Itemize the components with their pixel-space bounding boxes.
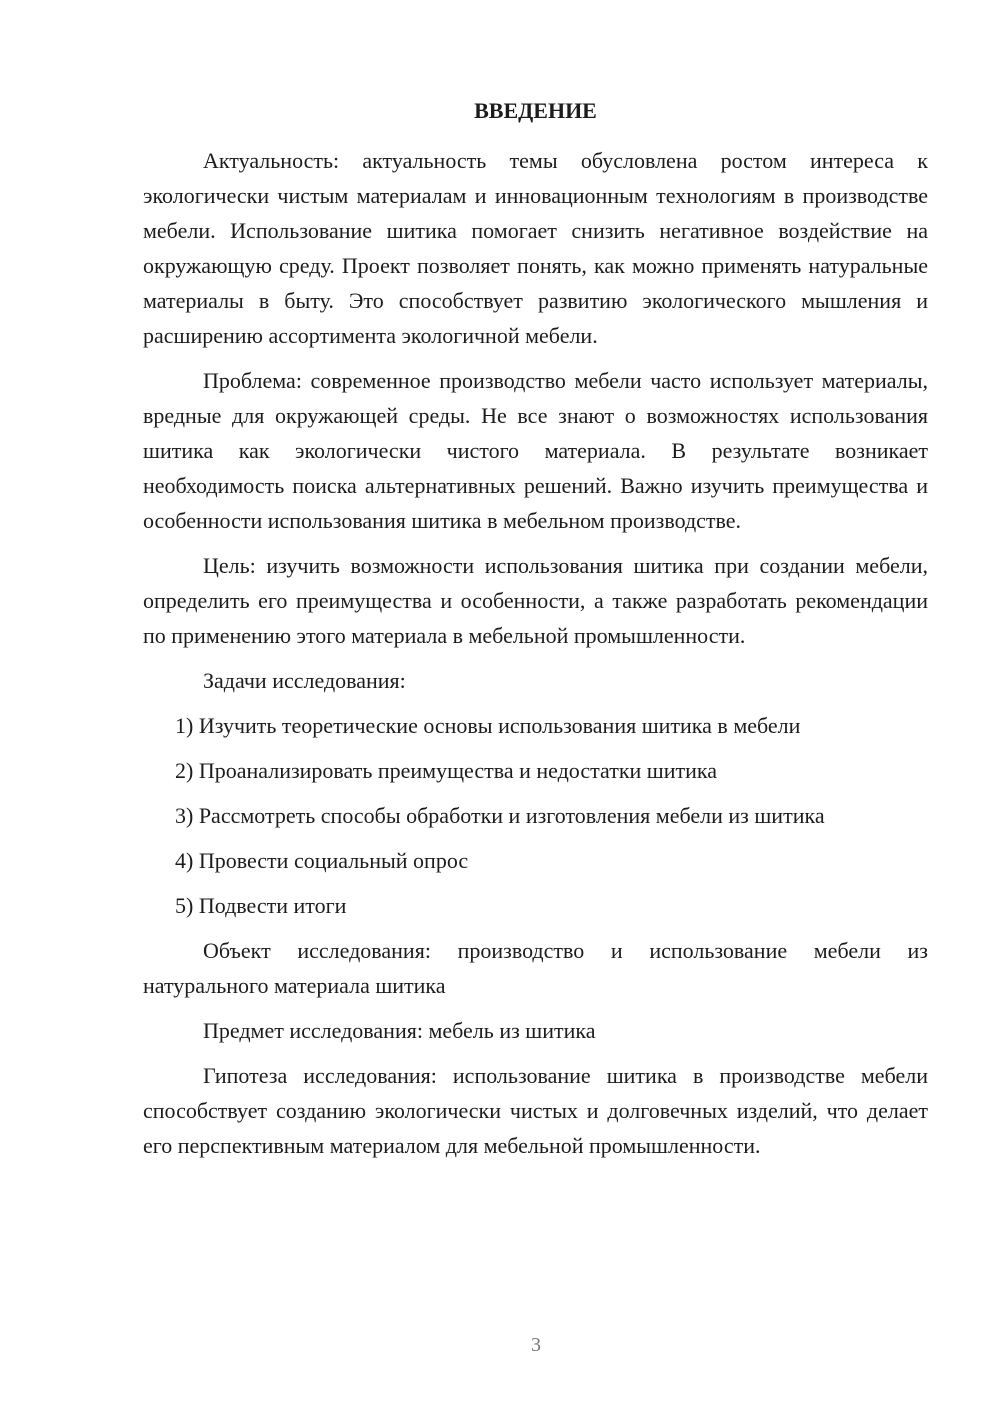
paragraph-hypothesis: Гипотеза исследования: использование шитика в производстве мебели способствует созданию экологически чистых и долговечных изделий, что делает его перспективным материалом для мебельной промышленности. xyxy=(143,1063,928,1158)
paragraph-relevance: Актуальность: актуальность темы обусловлена ростом интереса к экологически чистым материалам и инновационным технологиям в производстве мебели. Использование шитика помогает снизить негативное воздействие на окружающую среду. Проект позволяет понять, как можно применять натуральные материалы в быту. Это способствует развитию экологического мышления и расширению ассортимента экологичной мебели. xyxy=(143,148,928,348)
paragraph-subject: Предмет исследования: мебель из шитика xyxy=(203,1018,596,1043)
task-item-4: 4) Провести социальный опрос xyxy=(175,848,469,873)
task-item-3: 3) Рассмотреть способы обработки и изготовления мебели из шитика xyxy=(175,803,825,828)
page-title: ВВЕДЕНИЕ xyxy=(474,98,597,123)
paragraph-problem: Проблема: современное производство мебели часто использует материалы, вредные для окружающей среды. Не все знают о возможностях использования шитика как экологически чистого материала. В результате возникает необходимость поиска альтернативных решений. Важно изучить преимущества и особенности использования шитика в мебельном производстве. xyxy=(143,368,928,533)
tasks-heading: Задачи исследования: xyxy=(203,668,406,693)
page-number: 3 xyxy=(531,1334,541,1356)
task-item-2: 2) Проанализировать преимущества и недостатки шитика xyxy=(175,758,717,783)
paragraph-object: Объект исследования: производство и использование мебели из натурального материала шитика xyxy=(143,938,928,998)
task-item-1: 1) Изучить теоретические основы использования шитика в мебели xyxy=(175,713,801,738)
document-body xyxy=(143,143,928,1173)
task-item-5: 5) Подвести итоги xyxy=(175,893,347,918)
paragraph-goal: Цель: изучить возможности использования шитика при создании мебели, определить его преимущества и особенности, а также разработать рекомендации по применению этого материала в мебельной промышленности. xyxy=(143,553,928,648)
